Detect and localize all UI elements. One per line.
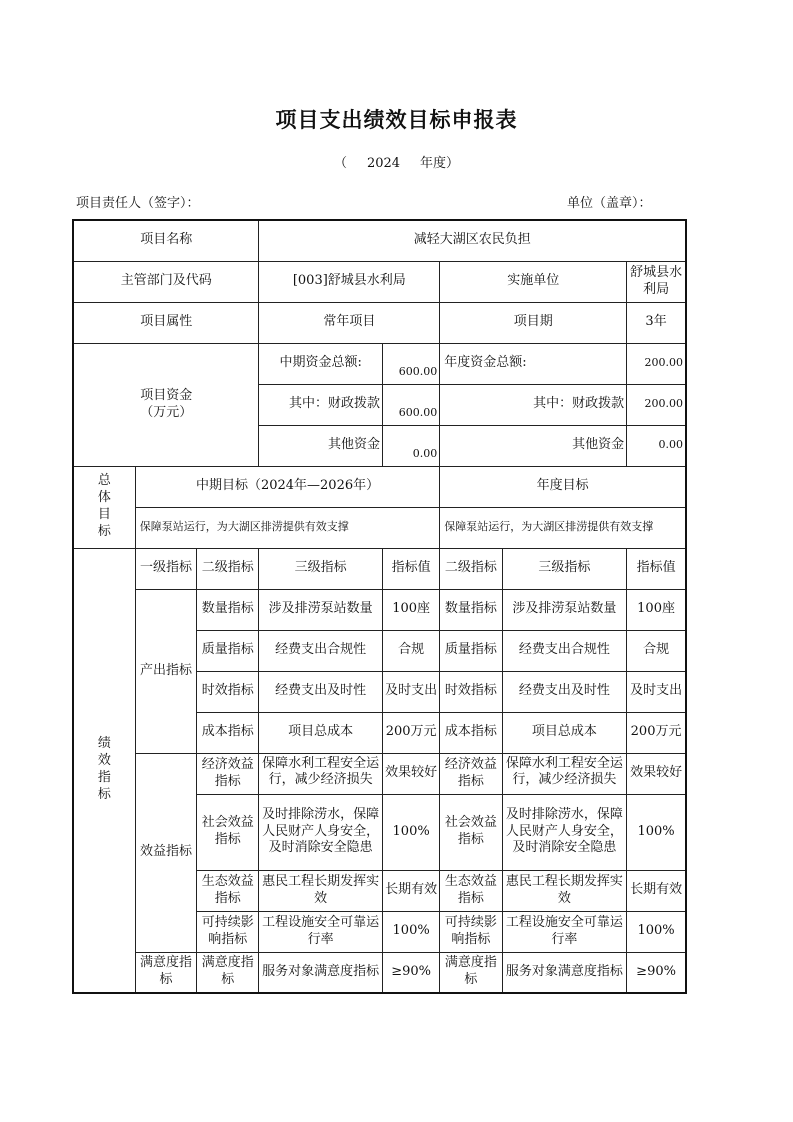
table-row [73, 589, 686, 630]
mid-level3: 涉及排涝泵站数量 [259, 589, 383, 630]
row-project-name [73, 220, 686, 261]
year-value: 100% [627, 911, 686, 952]
table-row [73, 753, 686, 794]
funds-label [73, 343, 259, 466]
year-level3: 经费支出及时性 [502, 671, 627, 712]
mid-level3: 服务对象满意度指标 [259, 952, 383, 993]
mid-level3: 及时排除涝水，保障人民财产人身安全，及时消除安全隐患 [259, 794, 383, 870]
project-name-value: 减轻大湖区农民负担 [259, 220, 686, 261]
unit-seal-label: 单位（盖章）： [567, 196, 652, 211]
year-level2: 满意度指标 [440, 952, 502, 993]
year-level2: 可持续影响指标 [440, 911, 502, 952]
year-level2: 成本指标 [440, 712, 502, 753]
mid-level2: 社会效益指标 [197, 794, 259, 870]
year-value: 2024 [366, 156, 401, 171]
row-attribute [73, 302, 686, 343]
row-goal-text [73, 507, 686, 548]
header-level1: 一级指标 [135, 548, 196, 589]
year-value: 及时支出 [627, 671, 686, 712]
year-total-label: 年度资金总额: [440, 343, 627, 384]
header-year-level3: 三级指标 [502, 548, 627, 589]
year-goal-header: 年度目标 [440, 466, 686, 507]
year-value: 效果较好 [627, 753, 686, 794]
period-value: 3年 [627, 302, 686, 343]
year-level2: 质量指标 [440, 630, 502, 671]
header-year-value: 指标值 [627, 548, 686, 589]
project-name-label: 项目名称 [73, 220, 259, 261]
year-level2: 经济效益指标 [440, 753, 502, 794]
attribute-label: 项目属性 [73, 302, 259, 343]
year-value: 100% [627, 794, 686, 870]
department-value: [003]舒城县水利局 [259, 261, 440, 302]
row-goal-headers [73, 466, 686, 507]
performance-goal-table [72, 219, 687, 994]
header-value: 指标值 [382, 548, 439, 589]
year-level2: 数量指标 [440, 589, 502, 630]
year-total-value: 200.00 [627, 343, 686, 384]
mid-goal-header: 中期目标（2024年—2026年） [135, 466, 439, 507]
year-level3: 惠民工程长期发挥实效 [502, 870, 627, 911]
row-funds-total [73, 343, 686, 384]
mid-value: 长期有效 [382, 870, 439, 911]
mid-value: 效果较好 [382, 753, 439, 794]
form-title: 项目支出绩效目标申报表 [275, 107, 518, 132]
year-open: （ [333, 156, 347, 171]
year-level3: 涉及排涝泵站数量 [502, 589, 627, 630]
funds-label-line2: （万元） [140, 404, 193, 420]
output-indicator-label: 产出指标 [135, 589, 196, 753]
year-level2: 时效指标 [440, 671, 502, 712]
year-level3: 工程设施安全可靠运行率 [502, 911, 627, 952]
satisfaction-indicator-label: 满意度指标 [135, 952, 196, 993]
year-other-label: 其他资金 [440, 425, 627, 466]
mid-level2: 数量指标 [197, 589, 259, 630]
header-level2: 二级指标 [197, 548, 259, 589]
year-value: 100座 [627, 589, 686, 630]
year-value: ≥90% [627, 952, 686, 993]
year-level3: 项目总成本 [502, 712, 627, 753]
year-level3: 服务对象满意度指标 [502, 952, 627, 993]
year-value: 合规 [627, 630, 686, 671]
year-other-value: 0.00 [627, 425, 686, 466]
header-year-level2: 二级指标 [440, 548, 502, 589]
mid-level2: 满意度指标 [197, 952, 259, 993]
row-department [73, 261, 686, 302]
year-level3: 经费支出合规性 [502, 630, 627, 671]
mid-level3: 惠民工程长期发挥实效 [259, 870, 383, 911]
mid-total-label: 中期资金总额: [259, 343, 383, 384]
attribute-value: 常年项目 [259, 302, 440, 343]
year-level3: 及时排除涝水，保障人民财产人身安全，及时消除安全隐患 [502, 794, 627, 870]
mid-level2: 经济效益指标 [197, 753, 259, 794]
mid-level2: 时效指标 [197, 671, 259, 712]
mid-other-value: 0.00 [382, 425, 439, 466]
mid-level2: 生态效益指标 [197, 870, 259, 911]
mid-fiscal-value: 600.00 [382, 384, 439, 425]
year-fiscal-value: 200.00 [627, 384, 686, 425]
year-value: 200万元 [627, 712, 686, 753]
table-row [73, 952, 686, 993]
year-value: 长期有效 [627, 870, 686, 911]
implementer-label: 实施单位 [440, 261, 627, 302]
year-level2: 生态效益指标 [440, 870, 502, 911]
mid-value: 及时支出 [382, 671, 439, 712]
mid-value: 100座 [382, 589, 439, 630]
year-fiscal-label: 其中：财政拨款 [440, 384, 627, 425]
mid-value: 100% [382, 794, 439, 870]
mid-value: 合规 [382, 630, 439, 671]
mid-level3: 项目总成本 [259, 712, 383, 753]
overall-goal-label: 总 体 目 标 [73, 466, 135, 548]
mid-level2: 可持续影响指标 [197, 911, 259, 952]
form-year [0, 152, 793, 171]
mid-level3: 经费支出合规性 [259, 630, 383, 671]
mid-value: 100% [382, 911, 439, 952]
mid-value: ≥90% [382, 952, 439, 993]
mid-goal-text: 保障泵站运行，为大湖区排涝提供有效支撑 [135, 507, 439, 548]
mid-level3: 保障水利工程安全运行，减少经济损失 [259, 753, 383, 794]
mid-level3: 经费支出及时性 [259, 671, 383, 712]
funds-label-line1: 项目资金 [140, 387, 193, 403]
mid-level2: 成本指标 [197, 712, 259, 753]
responsible-signature-label: 项目责任人（签字）： [76, 196, 200, 211]
mid-total-value: 600.00 [382, 343, 439, 384]
mid-level2: 质量指标 [197, 630, 259, 671]
period-label: 项目期 [440, 302, 627, 343]
header-level3: 三级指标 [259, 548, 383, 589]
indicator-label: 绩 效 指 标 [73, 548, 135, 993]
benefit-indicator-label: 效益指标 [135, 753, 196, 952]
year-level2: 社会效益指标 [440, 794, 502, 870]
year-level3: 保障水利工程安全运行，减少经济损失 [502, 753, 627, 794]
year-goal-text: 保障泵站运行，为大湖区排涝提供有效支撑 [440, 507, 686, 548]
mid-other-label: 其他资金 [259, 425, 383, 466]
department-label: 主管部门及代码 [73, 261, 259, 302]
implementer-value: 舒城县水利局 [627, 261, 686, 302]
row-indicator-headers [73, 548, 686, 589]
mid-level3: 工程设施安全可靠运行率 [259, 911, 383, 952]
mid-fiscal-label: 其中：财政拨款 [259, 384, 383, 425]
year-close: 年度） [420, 156, 460, 171]
mid-value: 200万元 [382, 712, 439, 753]
